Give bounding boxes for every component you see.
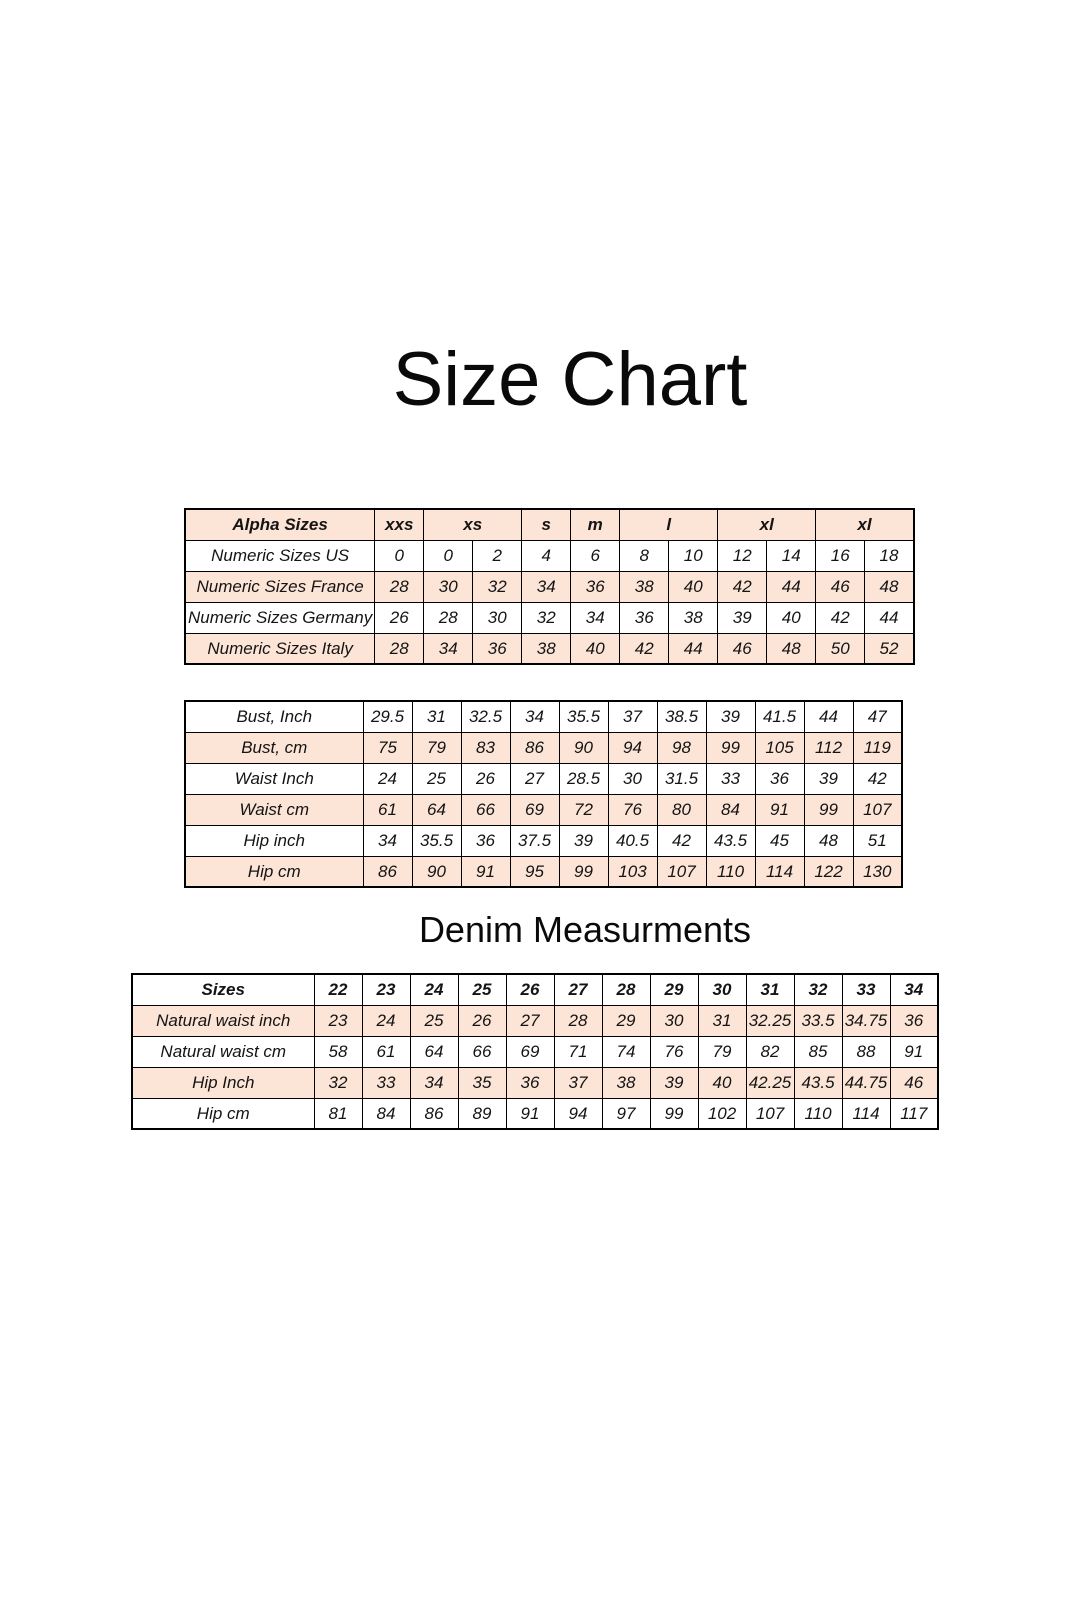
value-cell: 36 [461,825,510,856]
value-cell: 37.5 [510,825,559,856]
value-cell: 44.75 [842,1067,890,1098]
value-cell: 107 [657,856,706,887]
value-cell: 36 [890,1005,938,1036]
value-cell: 72 [559,794,608,825]
value-cell: 39 [718,602,767,633]
value-cell: 24 [362,1005,410,1036]
value-cell: 29.5 [363,701,412,732]
value-cell: 23 [314,1005,362,1036]
value-cell: 45 [755,825,804,856]
row-label-cell: Numeric Sizes France [185,571,375,602]
value-cell: 94 [554,1098,602,1129]
value-cell: 30 [473,602,522,633]
value-cell: 39 [804,763,853,794]
value-cell: 28.5 [559,763,608,794]
value-cell: 51 [853,825,902,856]
header-cell: 26 [506,974,554,1005]
value-cell: 6 [571,540,620,571]
value-cell: 42 [657,825,706,856]
value-cell: 41.5 [755,701,804,732]
value-cell: 36 [473,633,522,664]
value-cell: 42 [620,633,669,664]
value-cell: 25 [410,1005,458,1036]
value-cell: 99 [650,1098,698,1129]
value-cell: 26 [458,1005,506,1036]
value-cell: 98 [657,732,706,763]
value-cell: 122 [804,856,853,887]
value-cell: 99 [804,794,853,825]
value-cell: 34 [410,1067,458,1098]
value-cell: 102 [698,1098,746,1129]
value-cell: 44 [669,633,718,664]
value-cell: 66 [458,1036,506,1067]
value-cell: 40 [767,602,816,633]
value-cell: 76 [650,1036,698,1067]
table-row [185,633,914,664]
header-cell: 30 [698,974,746,1005]
value-cell: 64 [410,1036,458,1067]
value-cell: 27 [510,763,559,794]
value-cell: 43.5 [706,825,755,856]
value-cell: 34 [363,825,412,856]
row-label-cell: Alpha Sizes [185,509,375,540]
value-cell: 30 [608,763,657,794]
value-cell: 38 [620,571,669,602]
value-cell: 34 [571,602,620,633]
data-table [184,508,915,665]
value-cell: 88 [842,1036,890,1067]
value-cell: 36 [506,1067,554,1098]
value-cell: 38 [669,602,718,633]
value-cell: 42 [718,571,767,602]
row-label-cell: Natural waist cm [132,1036,314,1067]
value-cell: 34 [522,571,571,602]
value-cell: 86 [510,732,559,763]
value-cell: 30 [650,1005,698,1036]
table-row [132,1036,938,1067]
value-cell: 82 [746,1036,794,1067]
table-row [185,571,914,602]
value-cell: 40 [669,571,718,602]
table-row [185,509,914,540]
value-cell: 61 [363,794,412,825]
value-cell: 10 [669,540,718,571]
row-label-cell: Sizes [132,974,314,1005]
value-cell: 2 [473,540,522,571]
value-cell: 0 [375,540,424,571]
row-label-cell: Natural waist inch [132,1005,314,1036]
table-row [132,1067,938,1098]
value-cell: 4 [522,540,571,571]
value-cell: 46 [890,1067,938,1098]
value-cell: 105 [755,732,804,763]
header-cell: s [522,509,571,540]
header-cell: xl [816,509,914,540]
value-cell: 42 [853,763,902,794]
header-cell: 22 [314,974,362,1005]
row-label-cell: Waist cm [185,794,363,825]
value-cell: 35.5 [412,825,461,856]
value-cell: 36 [620,602,669,633]
value-cell: 61 [362,1036,410,1067]
header-cell: 33 [842,974,890,1005]
value-cell: 90 [559,732,608,763]
table-row [185,701,902,732]
row-label-cell: Numeric Sizes US [185,540,375,571]
value-cell: 31.5 [657,763,706,794]
table-row [185,825,902,856]
row-label-cell: Bust, cm [185,732,363,763]
value-cell: 117 [890,1098,938,1129]
value-cell: 33 [706,763,755,794]
table-row [185,732,902,763]
body-measurements-table [184,700,903,888]
row-label-cell: Numeric Sizes Germany [185,602,375,633]
value-cell: 40 [571,633,620,664]
row-label-cell: Waist Inch [185,763,363,794]
value-cell: 14 [767,540,816,571]
value-cell: 107 [746,1098,794,1129]
value-cell: 16 [816,540,865,571]
value-cell: 110 [794,1098,842,1129]
value-cell: 39 [706,701,755,732]
denim-measurements-heading: Denim Measurments [418,909,752,950]
header-cell: 29 [650,974,698,1005]
value-cell: 112 [804,732,853,763]
row-label-cell: Hip inch [185,825,363,856]
header-cell: 34 [890,974,938,1005]
value-cell: 69 [506,1036,554,1067]
value-cell: 86 [363,856,412,887]
header-cell: 28 [602,974,650,1005]
value-cell: 38 [602,1067,650,1098]
value-cell: 97 [602,1098,650,1129]
value-cell: 110 [706,856,755,887]
header-cell: 27 [554,974,602,1005]
value-cell: 30 [424,571,473,602]
value-cell: 31 [698,1005,746,1036]
table-row [185,602,914,633]
value-cell: 66 [461,794,510,825]
value-cell: 37 [554,1067,602,1098]
value-cell: 39 [650,1067,698,1098]
value-cell: 28 [375,633,424,664]
value-cell: 32 [522,602,571,633]
value-cell: 33.5 [794,1005,842,1036]
value-cell: 76 [608,794,657,825]
value-cell: 47 [853,701,902,732]
value-cell: 46 [718,633,767,664]
header-cell: xl [718,509,816,540]
value-cell: 64 [412,794,461,825]
value-cell: 44 [767,571,816,602]
value-cell: 79 [412,732,461,763]
value-cell: 42.25 [746,1067,794,1098]
value-cell: 32.5 [461,701,510,732]
value-cell: 74 [602,1036,650,1067]
value-cell: 99 [559,856,608,887]
value-cell: 28 [375,571,424,602]
value-cell: 35.5 [559,701,608,732]
value-cell: 39 [559,825,608,856]
header-cell: 23 [362,974,410,1005]
value-cell: 32 [314,1067,362,1098]
table-row [185,856,902,887]
alpha-sizes-table [184,508,915,665]
table-row [185,794,902,825]
value-cell: 24 [363,763,412,794]
value-cell: 36 [755,763,804,794]
value-cell: 91 [461,856,510,887]
row-label-cell: Numeric Sizes Italy [185,633,375,664]
value-cell: 48 [865,571,914,602]
value-cell: 48 [804,825,853,856]
value-cell: 130 [853,856,902,887]
value-cell: 0 [424,540,473,571]
value-cell: 38 [522,633,571,664]
value-cell: 36 [571,571,620,602]
value-cell: 84 [706,794,755,825]
header-cell: xxs [375,509,424,540]
table-row [132,1005,938,1036]
data-table [184,700,903,888]
value-cell: 90 [412,856,461,887]
value-cell: 37 [608,701,657,732]
value-cell: 71 [554,1036,602,1067]
value-cell: 119 [853,732,902,763]
value-cell: 35 [458,1067,506,1098]
value-cell: 91 [506,1098,554,1129]
value-cell: 26 [461,763,510,794]
header-cell: l [620,509,718,540]
value-cell: 69 [510,794,559,825]
value-cell: 34 [510,701,559,732]
value-cell: 33 [362,1067,410,1098]
value-cell: 38.5 [657,701,706,732]
header-cell: 25 [458,974,506,1005]
value-cell: 50 [816,633,865,664]
value-cell: 86 [410,1098,458,1129]
value-cell: 46 [816,571,865,602]
value-cell: 103 [608,856,657,887]
value-cell: 99 [706,732,755,763]
page-title: Size Chart [392,337,748,422]
row-label-cell: Bust, Inch [185,701,363,732]
value-cell: 80 [657,794,706,825]
value-cell: 25 [412,763,461,794]
value-cell: 95 [510,856,559,887]
data-table [131,973,939,1130]
table-row [132,974,938,1005]
header-cell: xs [424,509,522,540]
value-cell: 107 [853,794,902,825]
table-row [185,540,914,571]
table-row [132,1098,938,1129]
value-cell: 31 [412,701,461,732]
row-label-cell: Hip cm [132,1098,314,1129]
header-cell: m [571,509,620,540]
value-cell: 44 [865,602,914,633]
value-cell: 89 [458,1098,506,1129]
value-cell: 75 [363,732,412,763]
value-cell: 18 [865,540,914,571]
value-cell: 12 [718,540,767,571]
value-cell: 83 [461,732,510,763]
value-cell: 114 [842,1098,890,1129]
value-cell: 26 [375,602,424,633]
value-cell: 58 [314,1036,362,1067]
value-cell: 48 [767,633,816,664]
value-cell: 29 [602,1005,650,1036]
value-cell: 42 [816,602,865,633]
row-label-cell: Hip Inch [132,1067,314,1098]
value-cell: 85 [794,1036,842,1067]
row-label-cell: Hip cm [185,856,363,887]
value-cell: 27 [506,1005,554,1036]
value-cell: 91 [890,1036,938,1067]
value-cell: 40.5 [608,825,657,856]
value-cell: 84 [362,1098,410,1129]
value-cell: 91 [755,794,804,825]
value-cell: 28 [554,1005,602,1036]
value-cell: 28 [424,602,473,633]
value-cell: 34 [424,633,473,664]
value-cell: 34.75 [842,1005,890,1036]
header-cell: 32 [794,974,842,1005]
table-row [185,763,902,794]
value-cell: 79 [698,1036,746,1067]
value-cell: 114 [755,856,804,887]
value-cell: 8 [620,540,669,571]
value-cell: 52 [865,633,914,664]
value-cell: 81 [314,1098,362,1129]
value-cell: 43.5 [794,1067,842,1098]
value-cell: 94 [608,732,657,763]
header-cell: 24 [410,974,458,1005]
denim-measurements-table [131,973,939,1130]
value-cell: 40 [698,1067,746,1098]
header-cell: 31 [746,974,794,1005]
value-cell: 32 [473,571,522,602]
value-cell: 32.25 [746,1005,794,1036]
value-cell: 44 [804,701,853,732]
